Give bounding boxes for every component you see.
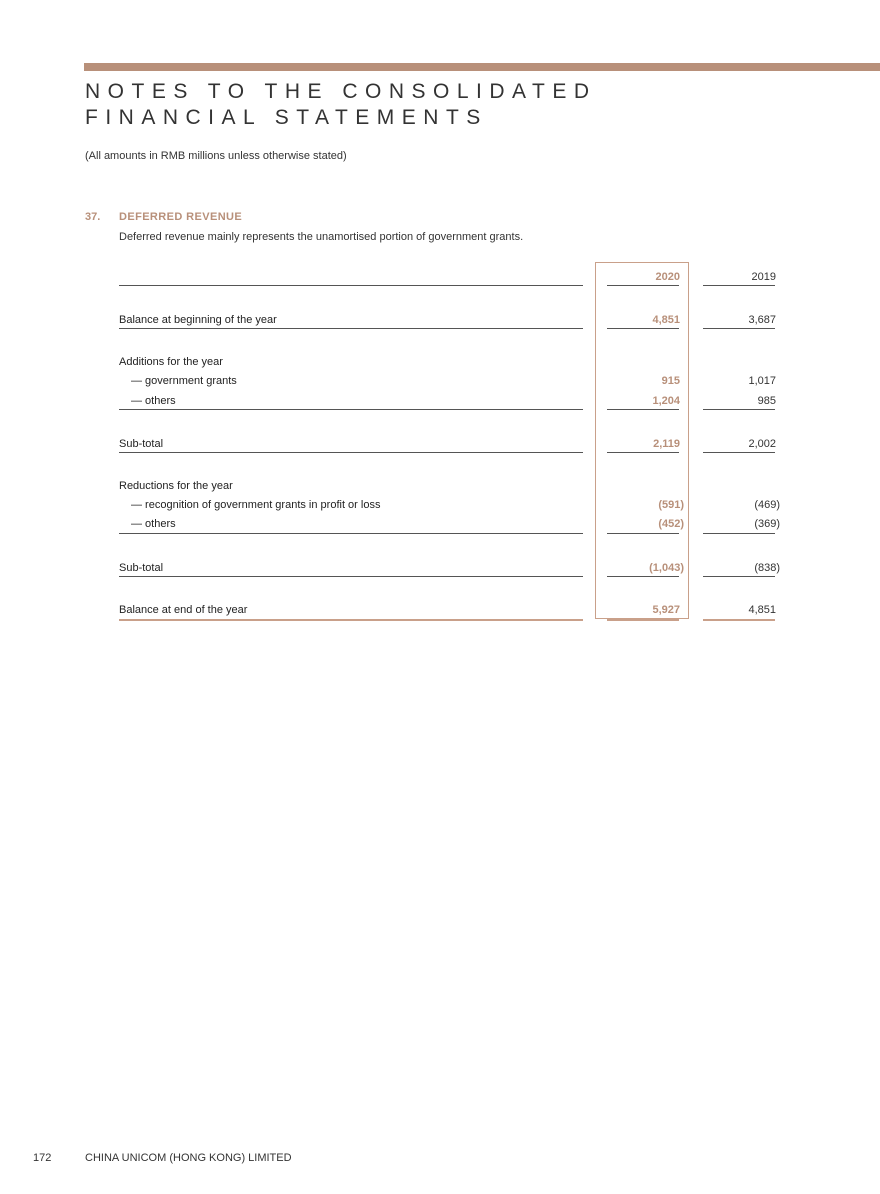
- row-rule-2019: [703, 452, 775, 453]
- row-value-2019: (469): [754, 499, 780, 511]
- page-title-line-1: NOTES TO THE CONSOLIDATED: [85, 80, 597, 103]
- subtotal-value-2020: 2,119: [653, 438, 680, 450]
- row-rule-2019: [703, 576, 775, 577]
- row-rule-label: [119, 576, 583, 577]
- row-label: — others: [131, 395, 176, 407]
- row-rule-2020: [607, 328, 679, 329]
- header-accent-bar: [84, 63, 880, 71]
- page-title-line-2: FINANCIAL STATEMENTS: [85, 106, 488, 129]
- closing-rule-2019: [703, 619, 775, 621]
- header-rule-2020: [607, 285, 679, 286]
- row-value-2020: 915: [661, 375, 680, 387]
- subtotal-value-2019: 2,002: [748, 438, 776, 450]
- subtotal-label: Sub-total: [119, 438, 164, 450]
- row-rule-2020: [607, 409, 679, 410]
- column-header-2020: 2020: [655, 271, 680, 283]
- row-value-2019: 985: [757, 395, 776, 407]
- row-label: — recognition of government grants in profit or loss: [131, 499, 381, 511]
- amounts-note: (All amounts in RMB millions unless otherwise stated): [85, 150, 347, 162]
- header-rule-2019: [703, 285, 775, 286]
- subtotal-value-2020: (1,043): [649, 562, 684, 574]
- row-value-2020: 1,204: [652, 395, 680, 407]
- section-label: Additions for the year: [119, 356, 223, 368]
- row-rule-2019: [703, 409, 775, 410]
- section-label: Reductions for the year: [119, 480, 233, 492]
- row-value-2020: 4,851: [652, 314, 680, 326]
- row-rule-2020: [607, 452, 679, 453]
- note-description: Deferred revenue mainly represents the unamortised portion of government grants.: [119, 231, 524, 243]
- row-value-2019: 1,017: [748, 375, 776, 387]
- row-rule-label: [119, 328, 583, 329]
- row-rule-2019: [703, 533, 775, 534]
- note-title: DEFERRED REVENUE: [119, 211, 243, 223]
- row-rule-2020: [607, 576, 679, 577]
- row-label: — government grants: [131, 375, 237, 387]
- row-label: Balance at beginning of the year: [119, 314, 277, 326]
- header-rule-label: [119, 285, 583, 286]
- row-rule-2020: [607, 533, 679, 534]
- closing-rule-label: [119, 619, 583, 621]
- closing-balance-2019: 4,851: [748, 604, 776, 616]
- closing-rule-2020: [607, 619, 679, 621]
- row-label: — others: [131, 518, 176, 530]
- page-number: 172: [33, 1152, 52, 1164]
- subtotal-value-2019: (838): [754, 562, 780, 574]
- row-value-2020: (452): [658, 518, 684, 530]
- note-number: 37.: [85, 211, 101, 223]
- row-value-2019: (369): [754, 518, 780, 530]
- row-rule-label: [119, 452, 583, 453]
- row-rule-2019: [703, 328, 775, 329]
- column-header-2019: 2019: [751, 271, 776, 283]
- row-value-2020: (591): [658, 499, 684, 511]
- company-name: CHINA UNICOM (HONG KONG) LIMITED: [85, 1152, 292, 1164]
- subtotal-label: Sub-total: [119, 562, 164, 574]
- closing-balance-label: Balance at end of the year: [119, 604, 248, 616]
- row-value-2019: 3,687: [748, 314, 776, 326]
- row-rule-label: [119, 533, 583, 534]
- row-rule-label: [119, 409, 583, 410]
- closing-balance-2020: 5,927: [652, 604, 680, 616]
